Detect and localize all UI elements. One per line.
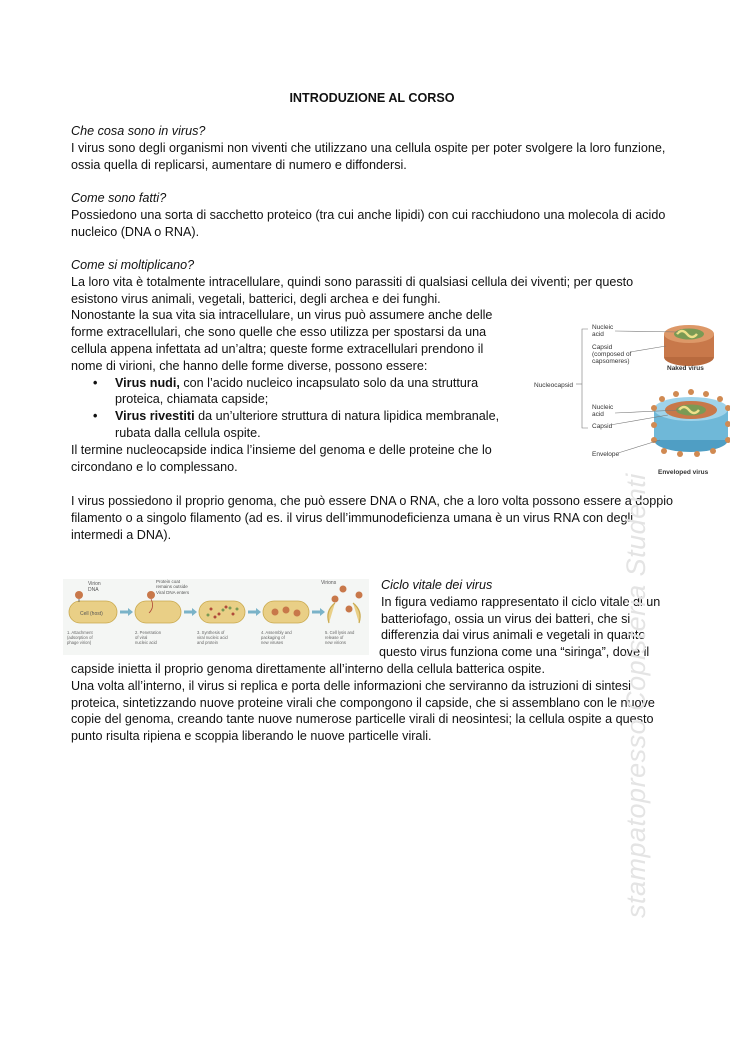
bold-term: Virus nudi, — [115, 375, 180, 390]
text-line: nome di virioni, che hanno delle forme diverse, possono essere: — [71, 358, 428, 373]
label-nucleic-acid: acid — [592, 331, 604, 338]
life-cycle-paragraph — [71, 661, 691, 745]
text-line: copie del genoma, creando tante nuove numerose particelle virali di neosintesi; la cellula ospite a questo — [71, 712, 654, 727]
label-capsid: capsomeres) — [592, 358, 630, 365]
cycle-stage-3 — [199, 601, 245, 623]
text-line: Nonostante la sua vita sia intracellulare, un virus può assumere anche delle — [71, 308, 493, 323]
phage-life-cycle-figure — [63, 579, 369, 655]
caption-line: phage virion) — [67, 640, 92, 645]
caption-line: of viral — [135, 635, 148, 640]
watermark: stampatopresso Copisteria Studenti — [621, 473, 651, 918]
text-line: ossia quella di replicarsi, aumentare di numero e diffondersi. — [71, 157, 407, 172]
text-line: filamento o a singolo filamento (ad es. il virus dell’immunodeficienza umana è un virus RNA con degli — [71, 510, 634, 525]
label-nucleic-acid: Nucleic — [592, 404, 614, 411]
cycle-stage-4 — [263, 601, 309, 623]
section-heading: Ciclo vitale dei virus — [381, 578, 493, 592]
item-text: rubata dalla cellula ospite. — [115, 425, 261, 440]
label-capsid: Capsid — [592, 344, 613, 351]
item-text: da un’ulteriore struttura di natura lipidica membranale, — [194, 409, 500, 424]
label-capsid: (composed of — [592, 351, 632, 358]
text-line: nucleico (DNA o RNA). — [71, 224, 200, 239]
section-heading: Come si moltiplicano? — [71, 258, 195, 272]
text-line: Possiedono una sorta di sacchetto proteico (tra cui anche lipidi) con cui racchiudono una molecola di acido — [71, 207, 666, 222]
section-how-made — [71, 190, 691, 240]
caption-line: (adsorption of — [67, 635, 93, 640]
document-title: INTRODUZIONE AL CORSO — [289, 91, 455, 105]
text-line: esistono virus animali, vegetali, batterici, degli archea e dei funghi. — [71, 291, 441, 306]
caption-enveloped-virus: Enveloped virus — [658, 469, 709, 476]
text-line: In figura vediamo rappresentato il ciclo vitale di un — [381, 594, 661, 609]
text-line: differenzia dai virus animali e vegetali in quanto — [381, 628, 646, 643]
naked-virus-illustration — [664, 325, 714, 366]
caption-line: new viruses — [261, 640, 284, 645]
caption-line: 4. Assembly and — [261, 630, 292, 635]
label-virion: Virion — [88, 581, 101, 587]
label-cell: Cell (host) — [80, 611, 103, 617]
virus-structure-figure — [530, 312, 730, 478]
label-nucleocapsid: Nucleocapsid — [534, 382, 574, 389]
section-heading: Come sono fatti? — [71, 191, 167, 205]
label-protein-coat: Protein coat — [156, 579, 181, 584]
caption-line: viral nucleic acid — [197, 635, 228, 640]
text-line: Il termine nucleocapside indica l’insieme del genoma e delle proteine che lo — [71, 442, 492, 457]
text-line: I virus possiedono il proprio genoma, che può essere DNA o RNA, che a loro volta possono essere a doppio — [71, 494, 674, 508]
text-line: Una volta all’interno, il virus si replica e porta delle informazioni che serviranno da istruzioni di sintesi — [71, 678, 631, 693]
label-nucleic-acid: Nucleic — [592, 324, 614, 331]
label-viral-dna: Viral DNA enters — [156, 590, 190, 595]
item-text: proteica, chiamata capside; — [115, 392, 269, 407]
label-virions: Virions — [321, 580, 337, 586]
label-nucleic-acid: acid — [592, 411, 604, 418]
text-line: forme extracellulari, che sono quelle che esso utilizza per spostarsi da una — [71, 325, 487, 340]
caption-line: new virions — [325, 640, 346, 645]
caption-line: packaging of — [261, 635, 285, 640]
label-protein-coat: remains outside — [156, 584, 188, 589]
caption-line: 2. Penetration — [135, 630, 162, 635]
caption-line: release of — [325, 635, 344, 640]
caption-line: nucleic acid — [135, 640, 157, 645]
label-dna: DNA — [88, 587, 99, 593]
text-line: circondano e lo complessano. — [71, 459, 238, 474]
enveloped-virus-illustration — [651, 389, 730, 457]
text-line: punto risulta ripiena e scoppia liberando le nuove particelle virali. — [71, 729, 432, 744]
item-text: con l’acido nucleico incapsulato solo da una struttura — [179, 375, 479, 390]
bold-term: Virus rivestiti — [115, 409, 195, 424]
genome-paragraph — [71, 493, 691, 543]
caption-line: and protein — [197, 640, 218, 645]
label-capsid: Capsid — [592, 423, 613, 430]
text-line: questo virus funziona come una “siringa”, dove il — [379, 645, 650, 660]
section-what-are-viruses — [71, 123, 691, 173]
text-line: La loro vita è totalmente intracellulare, quindi sono parassiti di qualsiasi cellula dei viventi; per questo — [71, 274, 634, 289]
text-line: proteica, sintetizzando nuove proteine virali che compongono il capside, che si assemblano con le nuove — [71, 695, 655, 710]
caption-line: 5. Cell lysis and — [325, 630, 355, 635]
section-heading: Che cosa sono in virus? — [71, 124, 206, 138]
caption-line: 3. Synthesis of — [197, 630, 225, 635]
text-line: I virus sono degli organismi non viventi che utilizzano una cellula ospite per poter svolgere la loro funzione, — [71, 140, 666, 155]
caption-naked-virus: Naked virus — [667, 365, 704, 372]
text-line: capside inietta il proprio genoma direttamente all’interno della cellula batterica ospite. — [71, 662, 545, 676]
text-line: batteriofago, ossia un virus dei batteri, che si — [381, 611, 631, 626]
step-caption-1 — [67, 630, 93, 645]
caption-line: 1. Attachment — [67, 630, 93, 635]
label-envelope: Envelope — [592, 451, 620, 458]
text-line: intermedi a DNA). — [71, 527, 172, 542]
text-line: cellula appena infettata ad un’altra; queste forme extracellulari prendono il — [71, 341, 484, 356]
